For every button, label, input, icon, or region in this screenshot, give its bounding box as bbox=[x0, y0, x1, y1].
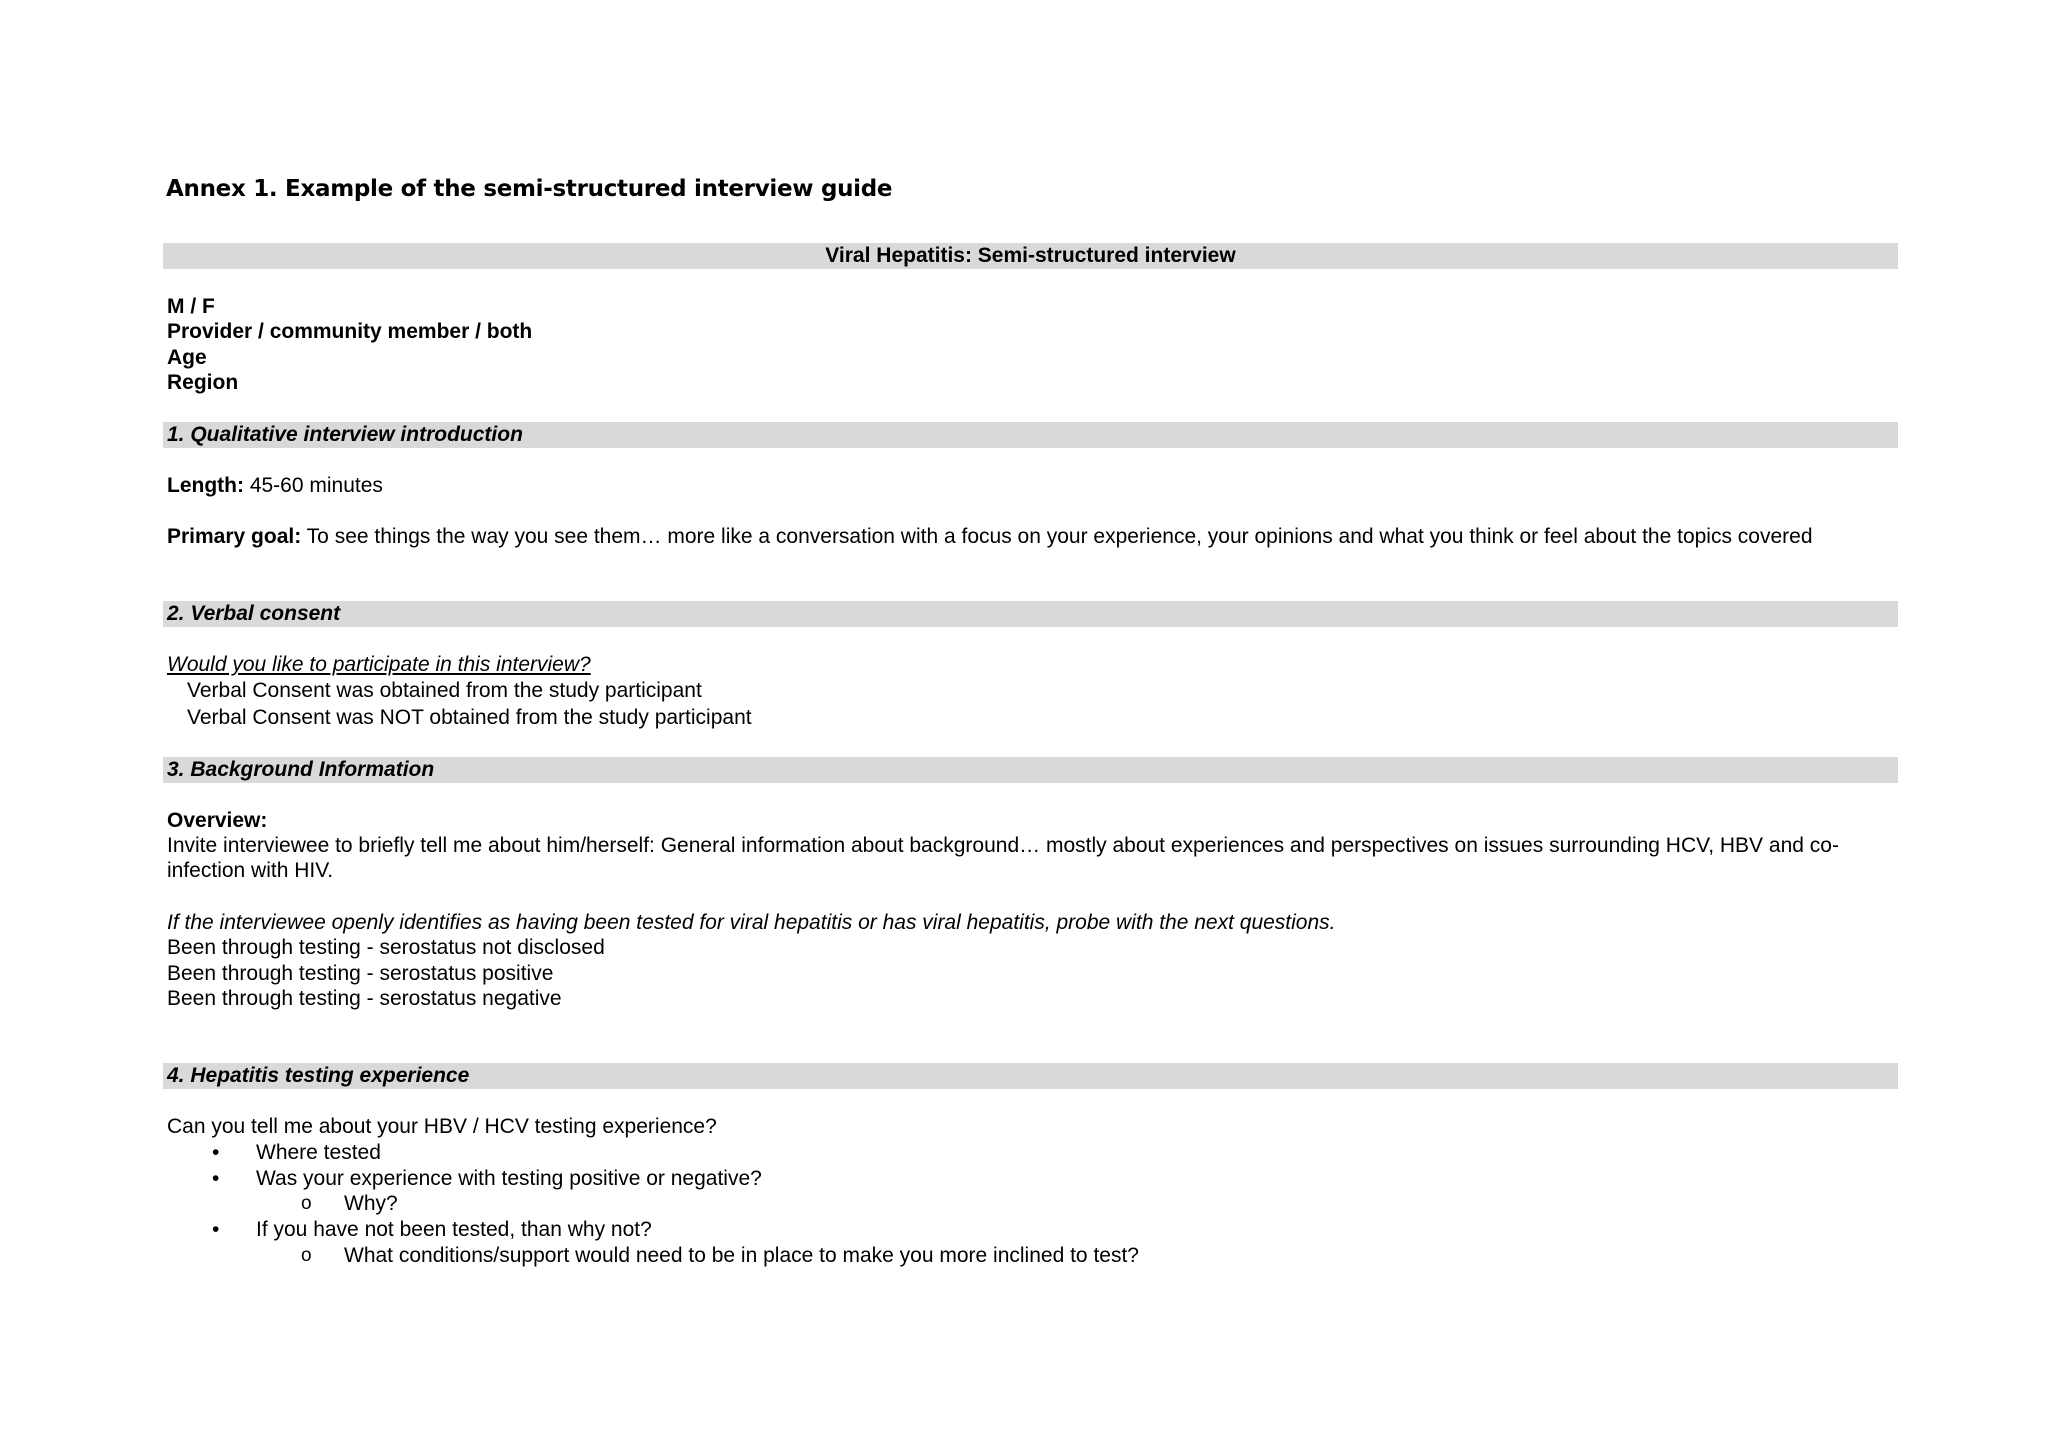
section-2-heading: 2. Verbal consent bbox=[167, 602, 341, 625]
bullet-marker: • bbox=[212, 1141, 220, 1164]
list-item: If you have not been tested, than why not? bbox=[256, 1218, 652, 1241]
demographic-region: Region bbox=[167, 371, 239, 394]
demographic-age: Age bbox=[167, 346, 207, 369]
section-2-bar bbox=[163, 601, 1898, 627]
probe-instruction: If the interviewee openly identifies as having been tested for viral hepatitis or has viral hepatitis, probe with the next questions. bbox=[167, 911, 1336, 934]
bullet-marker: • bbox=[212, 1218, 220, 1241]
sub-bullet-marker: o bbox=[301, 1193, 312, 1214]
bullet-marker: • bbox=[212, 1167, 220, 1190]
section-4-heading: 4. Hepatitis testing experience bbox=[167, 1064, 470, 1087]
consent-question: Would you like to participate in this interview? bbox=[167, 653, 591, 676]
primary-goal-label: Primary goal: bbox=[167, 525, 302, 548]
sub-bullet-marker: o bbox=[301, 1245, 312, 1266]
status-positive: Been through testing - serostatus positive bbox=[167, 962, 554, 985]
length-line bbox=[167, 473, 383, 498]
length-value: 45-60 minutes bbox=[243, 474, 383, 497]
demographic-role: Provider / community member / both bbox=[167, 320, 533, 343]
status-not-disclosed: Been through testing - serostatus not disclosed bbox=[167, 936, 605, 959]
status-negative: Been through testing - serostatus negative bbox=[167, 987, 562, 1010]
section-4-bar bbox=[163, 1063, 1898, 1089]
list-sub-item: Why? bbox=[344, 1192, 398, 1215]
section-3-heading: 3. Background Information bbox=[167, 758, 435, 781]
testing-question: Can you tell me about your HBV / HCV testing experience? bbox=[167, 1115, 717, 1138]
consent-option-not-obtained: Verbal Consent was NOT obtained from the study participant bbox=[187, 706, 752, 729]
list-item: Where tested bbox=[256, 1141, 381, 1164]
length-label: Length: bbox=[167, 474, 244, 497]
section-1-bar bbox=[163, 422, 1898, 448]
overview-label: Overview: bbox=[167, 809, 268, 832]
overview-text: Invite interviewee to briefly tell me about him/herself: General information about background… mostly about experiences and perspectives on issues surrounding HCV, HBV and co-infection with HIV. bbox=[167, 834, 1839, 882]
consent-option-obtained: Verbal Consent was obtained from the study participant bbox=[187, 679, 702, 702]
primary-goal-paragraph bbox=[167, 524, 1892, 549]
header-bar bbox=[163, 243, 1898, 269]
list-sub-item: What conditions/support would need to be in place to make you more inclined to test? bbox=[344, 1244, 1139, 1267]
demographic-sex: M / F bbox=[167, 295, 215, 318]
annex-title: Annex 1. Example of the semi-structured interview guide bbox=[166, 176, 893, 202]
section-1-heading: 1. Qualitative interview introduction bbox=[167, 423, 523, 446]
header-bar-title: Viral Hepatitis: Semi-structured interview bbox=[825, 244, 1236, 267]
section-3-bar bbox=[163, 757, 1898, 783]
list-item: Was your experience with testing positive or negative? bbox=[256, 1167, 762, 1190]
primary-goal-text: To see things the way you see them… more like a conversation with a focus on your experience, your opinions and what you think or feel about the topics covered bbox=[301, 525, 1813, 548]
